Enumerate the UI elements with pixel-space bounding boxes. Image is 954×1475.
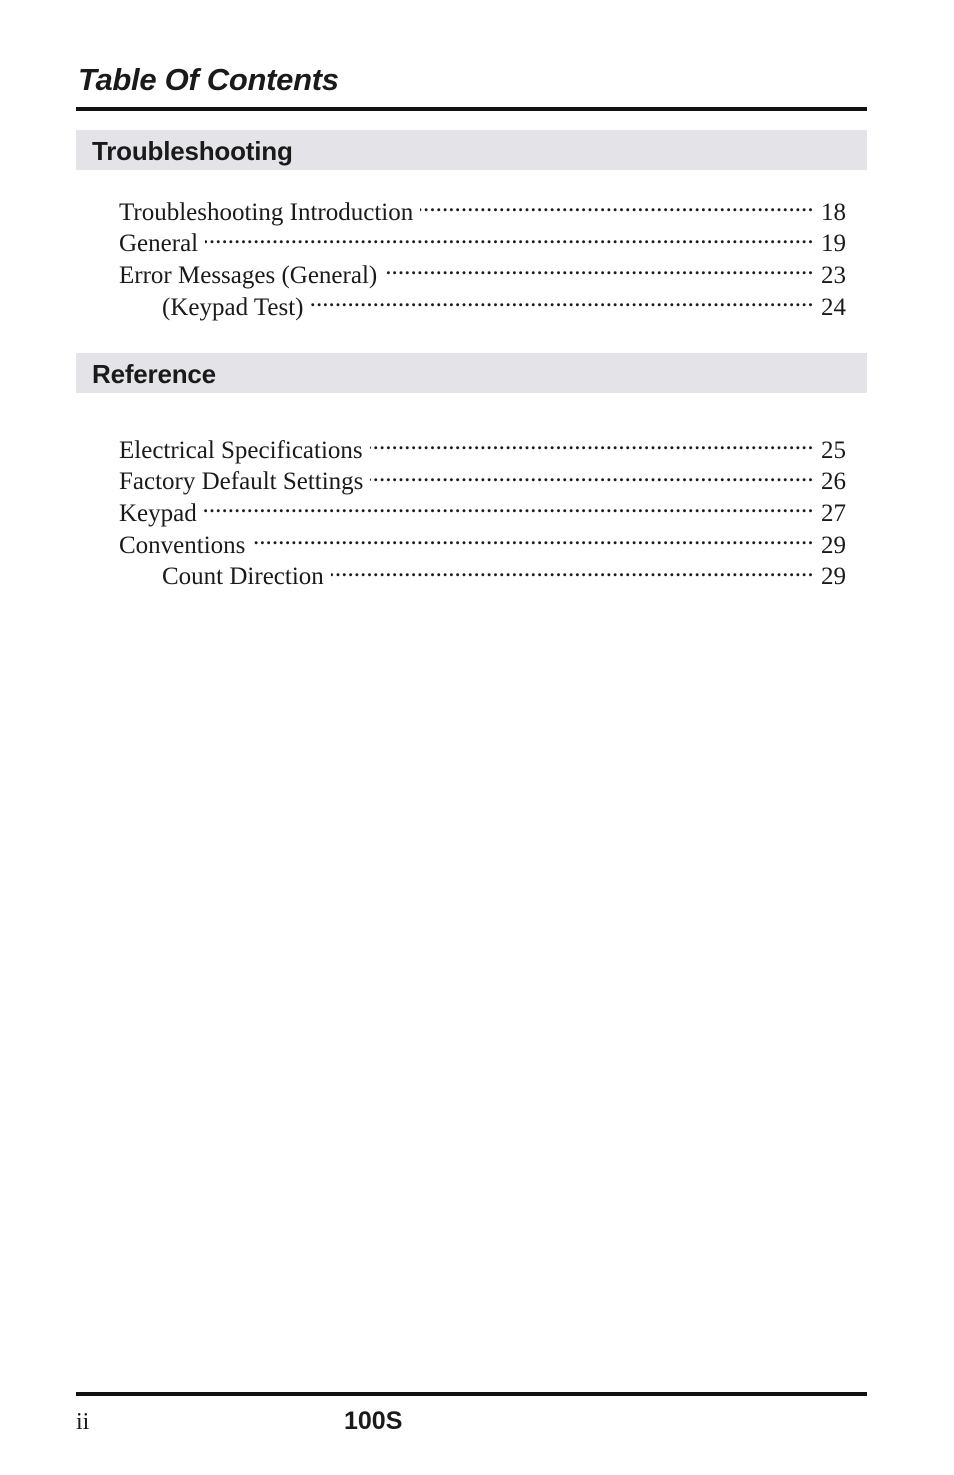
footer-model-name: 100S bbox=[344, 1407, 403, 1435]
title-divider bbox=[76, 107, 867, 111]
toc-entry[interactable] bbox=[119, 251, 846, 290]
dot-leader bbox=[311, 283, 813, 315]
toc-page-number: 19 bbox=[821, 230, 846, 258]
toc-entry-label: Factory Default Settings bbox=[119, 468, 364, 496]
toc-page-number: 29 bbox=[821, 531, 846, 559]
toc-entry-label: General bbox=[119, 230, 199, 258]
toc-page-number: 26 bbox=[821, 468, 846, 496]
toc-entry-label: Error Messages (General) bbox=[119, 262, 378, 290]
page-title: Table Of Contents bbox=[78, 62, 339, 97]
toc-entry-label: Troubleshooting Introduction bbox=[119, 198, 414, 226]
toc-entry[interactable] bbox=[119, 489, 846, 528]
toc-page-number: 24 bbox=[821, 293, 846, 321]
toc-page-number: 23 bbox=[821, 262, 846, 290]
dot-leader bbox=[331, 553, 812, 585]
toc-entry-label: (Keypad Test) bbox=[162, 293, 304, 321]
toc-entry[interactable] bbox=[119, 521, 846, 559]
dot-leader bbox=[252, 521, 812, 553]
toc-entry-label: Count Direction bbox=[162, 563, 324, 591]
dot-leader bbox=[370, 426, 812, 458]
dot-leader bbox=[384, 251, 812, 283]
footer-page-number: ii bbox=[76, 1409, 90, 1435]
footer-divider bbox=[76, 1392, 867, 1396]
toc-entry[interactable] bbox=[119, 220, 846, 258]
toc-page-number: 27 bbox=[821, 500, 846, 528]
toc-list-troubleshooting bbox=[119, 188, 846, 321]
section-header-troubleshooting bbox=[76, 130, 867, 170]
dot-leader bbox=[205, 220, 812, 252]
dot-leader bbox=[420, 188, 812, 220]
section-heading: Reference bbox=[92, 359, 216, 389]
toc-entry[interactable] bbox=[119, 426, 846, 464]
toc-entry-label: Electrical Specifications bbox=[119, 436, 363, 464]
toc-page-number: 25 bbox=[821, 436, 846, 464]
toc-page-number: 18 bbox=[821, 198, 846, 226]
toc-entry-label: Conventions bbox=[119, 531, 246, 559]
section-heading: Troubleshooting bbox=[92, 136, 293, 166]
toc-page-number: 29 bbox=[821, 563, 846, 591]
dot-leader bbox=[370, 458, 812, 490]
toc-entry[interactable] bbox=[119, 188, 846, 226]
section-header-reference bbox=[76, 353, 867, 393]
toc-entry-label: Keypad bbox=[119, 500, 197, 528]
toc-list-reference bbox=[119, 426, 846, 591]
dot-leader bbox=[204, 489, 812, 521]
